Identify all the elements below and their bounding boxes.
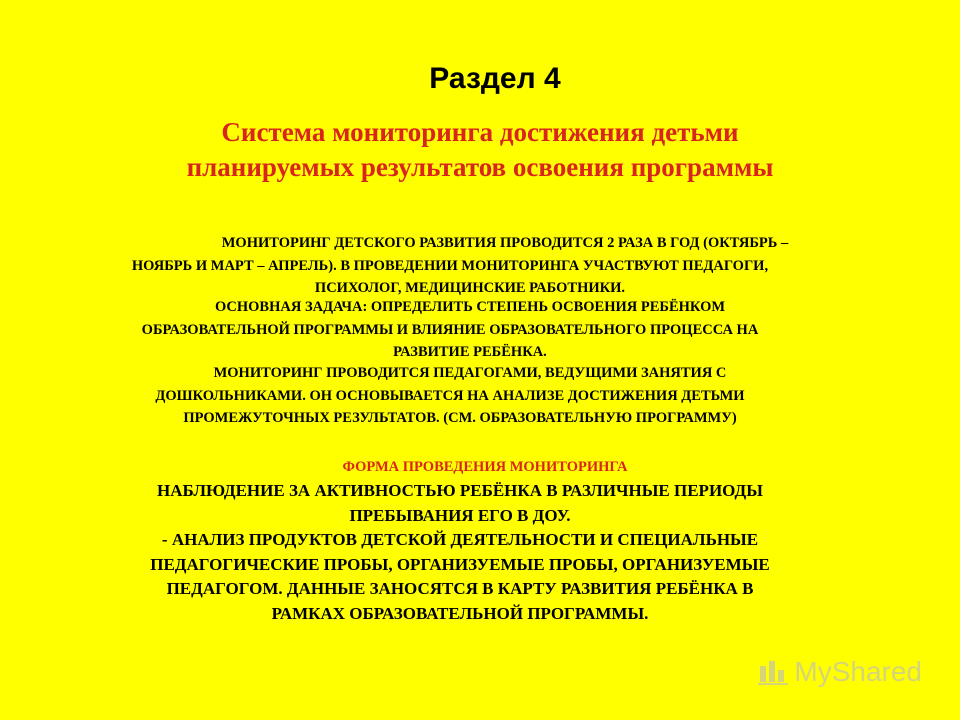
paragraph-line: МОНИТОРИНГ ДЕТСКОГО РАЗВИТИЯ ПРОВОДИТСЯ 2 РАЗА В ГОД (ОКТЯБРЬ – (221, 235, 789, 251)
form-line: ПЕДАГОГИЧЕСКИЕ ПРОБЫ, ОРГАНИЗУЕМЫЕ ПРОБЫ, ОРГАНИЗУЕМЫЕ (150, 554, 770, 574)
paragraph-line: НОЯБРЬ И МАРТ – АПРЕЛЬ). В ПРОВЕДЕНИИ МОНИТОРИНГА УЧАСТВУЮТ ПЕДАГОГИ, (131, 257, 769, 274)
watermark-text: MyShared (794, 656, 922, 687)
section-title: Раздел 4 (429, 62, 561, 95)
paragraph-line: ПСИХОЛОГ, МЕДИЦИНСКИЕ РАБОТНИКИ. (314, 280, 626, 296)
form-line: ПЕДАГОГОМ. ДАННЫЕ ЗАНОСЯТСЯ В КАРТУ РАЗВИТИЯ РЕБЁНКА В (166, 579, 754, 599)
paragraph-line: МОНИТОРИНГ ПРОВОДИТСЯ ПЕДАГОГАМИ, ВЕДУЩИМИ ЗАНЯТИЯ С (213, 365, 727, 381)
paragraph-who-conducts (0, 362, 960, 430)
form-line: НАБЛЮДЕНИЕ ЗА АКТИВНОСТЬЮ РЕБЁНКА В РАЗЛИЧНЫЕ ПЕРИОДЫ (157, 481, 763, 500)
form-line: - АНАЛИЗ ПРОДУКТОВ ДЕТСКОЙ ДЕЯТЕЛЬНОСТИ И СПЕЦИАЛЬНЫЕ (161, 530, 759, 550)
form-line: РАМКАХ ОБРАЗОВАТЕЛЬНОЙ ПРОГРАММЫ. (271, 603, 649, 623)
form-line: ПРЕБЫВАНИЯ ЕГО В ДОУ. (349, 505, 571, 525)
paragraph-monitoring-schedule (0, 232, 960, 300)
paragraph-line: ДОШКОЛЬНИКАМИ. ОН ОСНОВЫВАЕТСЯ НА АНАЛИЗЕ ДОСТИЖЕНИЯ ДЕТЬМИ (155, 387, 745, 404)
form-heading: ФОРМА ПРОВЕДЕНИЯ МОНИТОРИНГА (342, 459, 628, 475)
form-description (0, 479, 920, 627)
paragraph-line: ОБРАЗОВАТЕЛЬНОЙ ПРОГРАММЫ И ВЛИЯНИЕ ОБРАЗОВАТЕЛЬНОГО ПРОЦЕССА НА (141, 321, 759, 338)
presentation-icon (758, 658, 788, 686)
paragraph-line: РАЗВИТИЕ РЕБЁНКА. (393, 344, 547, 360)
slide-subtitle (0, 115, 960, 185)
subtitle-line: планируемых результатов освоения программы (186, 152, 774, 182)
paragraph-main-task (0, 296, 960, 364)
watermark (758, 656, 922, 688)
subtitle-line: Система мониторинга достижения детьми (221, 117, 739, 147)
paragraph-line: ПРОМЕЖУТОЧНЫХ РЕЗУЛЬТАТОВ. (СМ. ОБРАЗОВАТЕЛЬНУЮ ПРОГРАММУ) (183, 410, 737, 426)
paragraph-line: ОСНОВНАЯ ЗАДАЧА: ОПРЕДЕЛИТЬ СТЕПЕНЬ ОСВОЕНИЯ РЕБЁНКОМ (214, 299, 726, 315)
